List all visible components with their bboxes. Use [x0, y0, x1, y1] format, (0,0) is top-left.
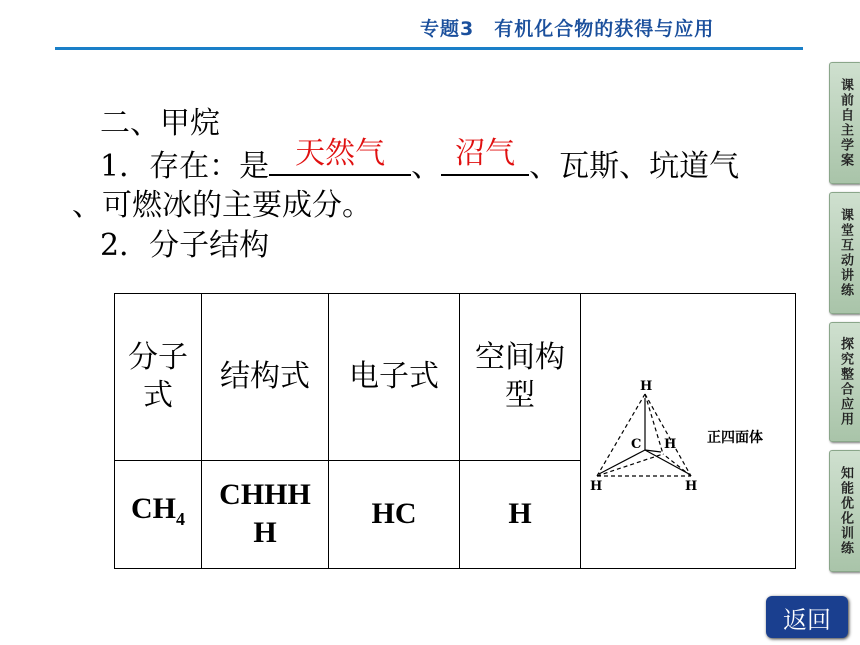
nav-pre-class[interactable]: 课前自主学案 — [829, 62, 860, 184]
atom-top: H — [640, 379, 653, 394]
separator: 、 — [411, 149, 442, 184]
nav-explore[interactable]: 探究整合应用 — [829, 322, 860, 442]
cell-electronic: HC — [329, 460, 460, 568]
answer-2: 沼气 — [455, 136, 516, 171]
blank-1 — [269, 136, 411, 176]
header-structural: 结构式 — [202, 294, 329, 461]
header-formula: 分子式 — [115, 294, 202, 461]
cell-formula: $CH_4$ — [115, 460, 202, 568]
section-title: 二、甲烷 — [100, 106, 220, 141]
atom-center: C — [631, 437, 642, 452]
header-electronic: 电子式 — [329, 294, 460, 461]
atom-right: H — [664, 437, 677, 452]
cell-structural: CHHHH — [202, 460, 329, 568]
header-divider — [55, 47, 803, 50]
existence-line-2: 、可燃冰的主要成分。 — [72, 188, 372, 223]
nav-in-class[interactable]: 课堂互动讲练 — [829, 192, 860, 314]
blank-2 — [441, 136, 529, 176]
existence-line — [100, 136, 740, 187]
back-button[interactable]: 返回 — [766, 596, 848, 638]
shape-label: 正四面体 — [707, 430, 763, 446]
header-spatial: 空间构型 — [460, 294, 581, 461]
structure-heading: 2．分子结构 — [100, 228, 270, 263]
structure-table — [114, 293, 796, 569]
answer-1: 天然气 — [295, 136, 386, 171]
cell-spatial: H — [460, 460, 581, 568]
nav-practice[interactable]: 知能优化训练 — [829, 450, 860, 572]
atom-bottom-left: H — [590, 479, 603, 494]
existence-suffix: 、瓦斯、坑道气 — [529, 149, 740, 184]
atom-bottom-right: H — [685, 479, 698, 494]
tetrahedron-cell — [581, 294, 796, 569]
existence-prefix: 1．存在：是 — [100, 149, 270, 184]
header-title: 专题3 有机化合物的获得与应用 — [420, 18, 715, 40]
tetrahedron-diagram — [581, 294, 795, 558]
